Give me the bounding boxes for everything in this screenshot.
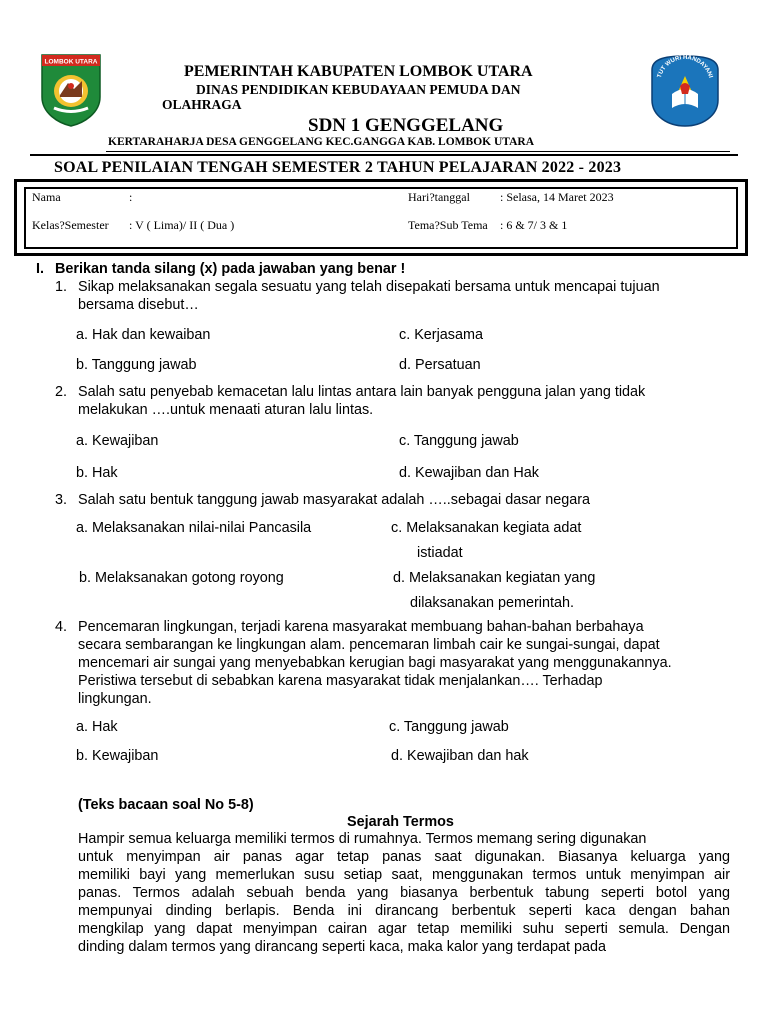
question-1-option-d[interactable]: d. Persatuan (399, 357, 481, 373)
reading-line-1: Hampir semua keluarga memiliki termos di rumahnya. Termos memang sering digunakan (78, 831, 647, 847)
question-4-number: 4. (55, 619, 68, 635)
question-4-text-line3: mencemari air sungai yang menyebabkan kerugian bagi masyarakat yang menggunakannya. (78, 655, 672, 671)
question-3-number: 3. (55, 492, 68, 508)
department-header-line1: DINAS PENDIDIKAN KEBUDAYAAN PEMUDA DAN (196, 82, 521, 97)
question-1-option-a[interactable]: a. Hak dan kewaiban (76, 327, 211, 343)
question-3-option-c-continued: istiadat (417, 545, 463, 561)
question-4-option-d[interactable]: d. Kewajiban dan hak (391, 748, 529, 764)
department-header-line2: OLAHRAGA (162, 97, 242, 112)
question-3-option-a[interactable]: a. Melaksanakan nilai-nilai Pancasila (76, 520, 312, 536)
question-1-option-b[interactable]: b. Tanggung jawab (76, 357, 197, 373)
question-4-option-b[interactable]: b. Kewajiban (76, 748, 159, 764)
reading-line-6: mengkilap yang dapat menyimpan cairan agar tetap memiliki suhu seperti semula. Dengan (78, 921, 730, 937)
reading-line-7: dinding dalam termos yang dirancang seperti kaca, maka kalor yang terdapat pada (78, 939, 606, 955)
government-header: PEMERINTAH KABUPATEN LOMBOK UTARA (184, 63, 533, 80)
tema-value: : 6 & 7/ 3 & 1 (500, 218, 568, 232)
kelas-label: Kelas?Semester (32, 218, 109, 232)
question-1-option-c[interactable]: c. Kerjasama (399, 327, 483, 343)
kelas-value: : V ( Lima)/ II ( Dua ) (129, 218, 235, 232)
question-2-option-d[interactable]: d. Kewajiban dan Hak (399, 465, 539, 481)
question-4-text-line1: Pencemaran lingkungan, terjadi karena masyarakat membuang bahan-bahan berbahaya (78, 619, 644, 635)
question-3-option-d[interactable]: d. Melaksanakan kegiatan yang (393, 570, 596, 586)
tut-wuri-handayani-logo (644, 54, 726, 128)
question-2-option-b[interactable]: b. Hak (76, 465, 118, 481)
school-address: KERTARAHARJA DESA GENGGELANG KEC.GANGGA KAB. LOMBOK UTARA (108, 136, 534, 148)
question-4-option-c[interactable]: c. Tanggung jawab (389, 719, 509, 735)
section-instruction: Berikan tanda silang (x) pada jawaban yang benar ! (55, 261, 406, 277)
exam-title: SOAL PENILAIAN TENGAH SEMESTER 2 TAHUN PELAJARAN 2022 - 2023 (54, 159, 622, 176)
reading-line-5: mempunyai dinding berlapis. Benda ini dirancang berbentuk seperti kaca dengan bahan (78, 903, 730, 919)
school-name: SDN 1 GENGGELANG (308, 115, 504, 136)
svg-text:LOMBOK UTARA: LOMBOK UTARA (44, 58, 98, 66)
question-2-option-a[interactable]: a. Kewajiban (76, 433, 159, 449)
tema-label: Tema?Sub Tema (408, 218, 488, 232)
question-2-number: 2. (55, 384, 68, 400)
lombok-utara-logo (38, 53, 104, 127)
question-4-option-a[interactable]: a. Hak (76, 719, 118, 735)
question-3-option-c[interactable]: c. Melaksanakan kegiata adat (391, 520, 582, 536)
question-4-text-line2: secara sembarangan ke lingkungan alam. pencemaran limbah cair ke sungai-sungai, dapat (78, 637, 660, 653)
reading-note: (Teks bacaan soal No 5-8) (78, 797, 254, 813)
svg-text:TUT WURI HANDAYANI: TUT WURI HANDAYANI (656, 54, 714, 79)
question-4-text-line5: lingkungan. (78, 691, 152, 707)
question-1-text-line2: bersama disebut… (78, 297, 199, 313)
reading-line-3: memiliki bayi yang memerlukan susu setiap saat, menggunakan termos untuk menyimpan air (78, 867, 730, 883)
header-divider-thin (106, 151, 730, 152)
question-2-option-c[interactable]: c. Tanggung jawab (399, 433, 519, 449)
question-2-text-line2: melakukan ….untuk menaati aturan lalu lintas. (78, 402, 374, 418)
reading-line-2: untuk menyimpan air panas agar tetap panas saat digunakan. Biasanya keluarga yang (78, 849, 730, 865)
nama-label: Nama (32, 190, 61, 204)
question-3-option-b[interactable]: b. Melaksanakan gotong royong (79, 570, 284, 586)
question-3-option-d-continued: dilaksanakan pemerintah. (410, 595, 574, 611)
nama-field[interactable]: : (129, 190, 133, 204)
hari-label: Hari?tanggal (408, 190, 470, 204)
hari-value: : Selasa, 14 Maret 2023 (500, 190, 614, 204)
section-numeral: I. (36, 261, 44, 277)
reading-line-4: panas. Termos adalah sebuah benda yang biasanya berbentuk tabung seperti botol yang (78, 885, 730, 901)
question-2-text-line1: Salah satu penyebab kemacetan lalu lintas antara lain banyak pengguna jalan yang tidak (78, 384, 646, 400)
question-3-text-line1: Salah satu bentuk tanggung jawab masyarakat adalah …..sebagai dasar negara (78, 492, 591, 508)
header-divider-thick (30, 154, 738, 156)
question-1-number: 1. (55, 279, 68, 295)
question-1-text-line1: Sikap melaksanakan segala sesuatu yang telah disepakati bersama untuk mencapai tujuan (78, 279, 660, 295)
reading-title: Sejarah Termos (347, 814, 454, 830)
question-4-text-line4: Peristiwa tersebut di sebabkan karena masyarakat tidak menjalankan…. Terhadap (78, 673, 603, 689)
reading-paragraph (78, 830, 730, 956)
